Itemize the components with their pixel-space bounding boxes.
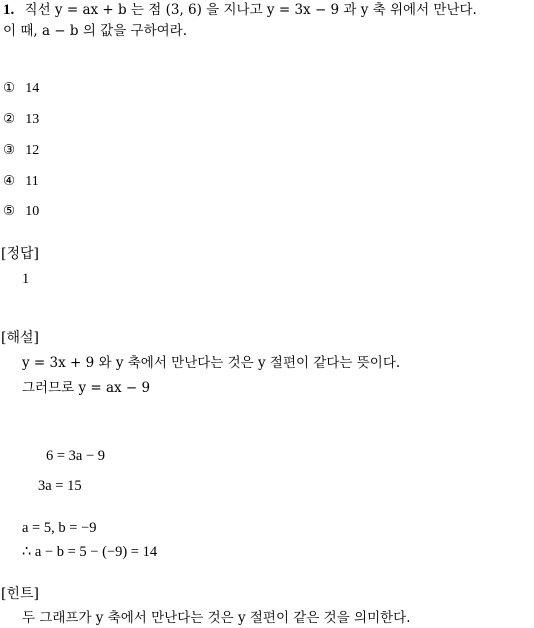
choice-3[interactable] bbox=[3, 141, 39, 160]
answer-label: [정답] bbox=[1, 246, 39, 262]
explanation-label: [해설] bbox=[1, 330, 39, 346]
choice-4[interactable] bbox=[3, 172, 39, 191]
explanation-line-1: y = 3x + 9 와 y 축에서 만난다는 것은 y 절편이 같다는 뜻이다. bbox=[22, 355, 401, 371]
choice-2[interactable] bbox=[3, 110, 39, 129]
explanation-equation-1: 6 = 3a − 9 bbox=[46, 448, 106, 464]
explanation-line-2: 그러므로 y = ax − 9 bbox=[22, 380, 151, 396]
choice-3-mark: ③ bbox=[3, 142, 16, 158]
question-number: 1. bbox=[3, 2, 15, 18]
choice-5-mark: ⑤ bbox=[3, 203, 16, 219]
question-line-2: 이 때, a − b 의 값을 구하여라. bbox=[3, 23, 187, 39]
explanation-equation-3: a = 5, b = −9 bbox=[22, 520, 97, 536]
choice-4-mark: ④ bbox=[3, 173, 16, 189]
hint-label: [힌트] bbox=[1, 586, 39, 602]
question-text-1: 직선 y = ax + b 는 점 (3, 6) 을 지나고 y = 3x − 9 과 y 축 위에서 만난다. bbox=[24, 2, 477, 18]
choice-3-value: 12 bbox=[25, 143, 40, 158]
explanation-equation-4: ∴ a − b = 5 − (−9) = 14 bbox=[22, 544, 158, 560]
choice-2-value: 13 bbox=[25, 112, 40, 127]
choice-2-mark: ② bbox=[3, 111, 16, 127]
choice-5-value: 10 bbox=[25, 204, 40, 219]
choice-1[interactable] bbox=[3, 79, 39, 98]
hint-text: 두 그래프가 y 축에서 만난다는 것은 y 절편이 같은 것을 의미한다. bbox=[22, 610, 411, 626]
choice-4-value: 11 bbox=[25, 174, 39, 189]
choice-1-mark: ① bbox=[3, 80, 16, 96]
explanation-equation-2: 3a = 15 bbox=[38, 478, 82, 494]
answer-value: 1 bbox=[22, 271, 30, 287]
question-line-1 bbox=[3, 1, 477, 19]
choice-5[interactable] bbox=[3, 202, 39, 221]
choice-1-value: 14 bbox=[25, 81, 40, 96]
